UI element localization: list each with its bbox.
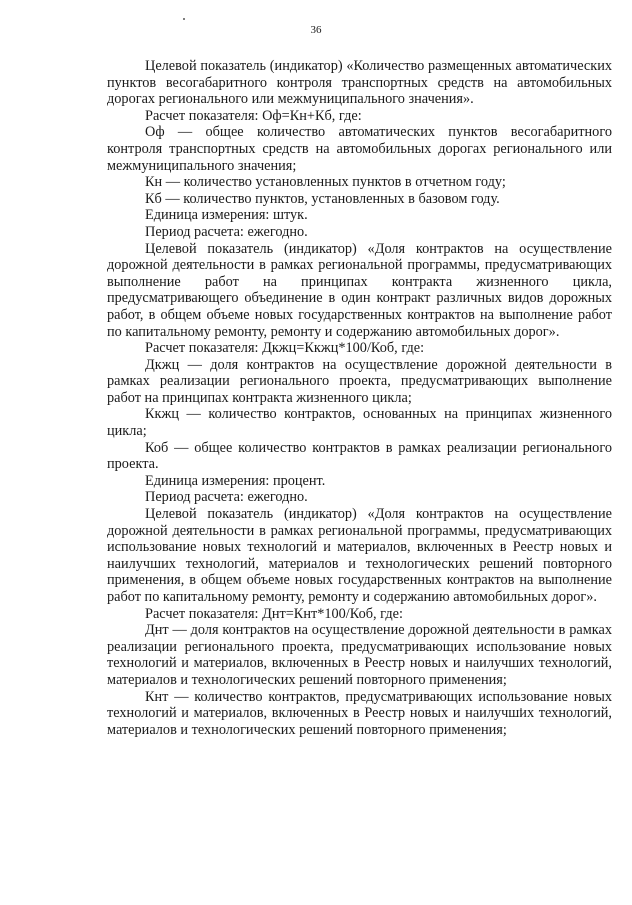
paragraph-unit-percent-1: Единица измерения: процент.	[145, 472, 326, 489]
paragraph-def-kkzhc: Ккжц — количество контрактов, основанных на принципах жизненного цикла;	[107, 406, 612, 440]
paragraph-def-kb: Кб — количество пунктов, установленных в базовом году.	[145, 190, 500, 207]
document-body	[107, 58, 612, 738]
paragraph-indicator-new-tech: Целевой показатель (индикатор) «Доля контрактов на осуществление дорожной деятельности в рамках региональной программы, предусматривающих использование новых технологий и материалов, включенных в Реестр новых и наилучших технологий, материалов и технологических решений повторного применения, в общем объеме новых государственных контрактов на выполнение работ по капитальному ремонту, ремонту и содержанию автомобильных дорог».	[107, 506, 612, 605]
paragraph-def-kob: Коб — общее количество контрактов в рамках реализации регионального проекта.	[107, 439, 612, 473]
paragraph-def-of: Оф — общее количество автоматических пунктов весогабаритного контроля транспортных средств на автомобильных дорогах регионального или межмуниципального значения;	[107, 124, 612, 174]
paragraph-def-knt: Кнт — количество контрактов, предусматривающих использование новых технологий и материалов, включенных в Реестр новых и наилучших технологий, материалов и технологических решений повторного применения;	[107, 688, 612, 738]
paragraph-formula-dkzhc: Расчет показателя: Дкжц=Ккжц*100/Коб, где:	[145, 340, 425, 357]
scan-speck	[183, 18, 185, 20]
paragraph-def-kn: Кн — количество установленных пунктов в отчетном году;	[145, 174, 506, 191]
paragraph-def-dkzhc: Дкжц — доля контрактов на осуществление дорожной деятельности в рамках реализации регионального проекта, предусматривающих выполнение работ на принципах контракта жизненного цикла;	[107, 356, 612, 406]
paragraph-indicator-weight-control: Целевой показатель (индикатор) «Количество размещенных автоматических пунктов весогабаритного контроля транспортных средств на автомобильных дорогах регионального или межмуниципального значения».	[107, 58, 612, 108]
paragraph-unit-pieces: Единица измерения: штук.	[145, 207, 308, 224]
paragraph-period-2: Период расчета: ежегодно.	[145, 489, 308, 506]
paragraph-formula-dnt: Расчет показателя: Днт=Кнт*100/Коб, где:	[145, 605, 403, 622]
paragraph-def-dnt: Днт — доля контрактов на осуществление дорожной деятельности в рамках реализации регионального проекта, предусматривающих использование новых технологий и материалов, включенных в Реестр новых и наилучших технологий, материалов и технологических решений повторного применения;	[107, 622, 612, 688]
page-number: 36	[310, 24, 322, 36]
paragraph-period-1: Период расчета: ежегодно.	[145, 223, 308, 240]
paragraph-formula-of: Расчет показателя: Оф=Кн+Кб, где:	[145, 107, 362, 124]
paragraph-indicator-lifecycle: Целевой показатель (индикатор) «Доля контрактов на осуществление дорожной деятельности в рамках региональной программы, предусматривающих выполнение работ на принципах контракта жизненного цикла, предусматривающего объединение в один контракт различных видов дорожных работ, в общем объеме новых государственных контрактов на выполнение работ по капитальному ремонту, ремонту и содержанию автомобильных дорог».	[107, 240, 612, 340]
